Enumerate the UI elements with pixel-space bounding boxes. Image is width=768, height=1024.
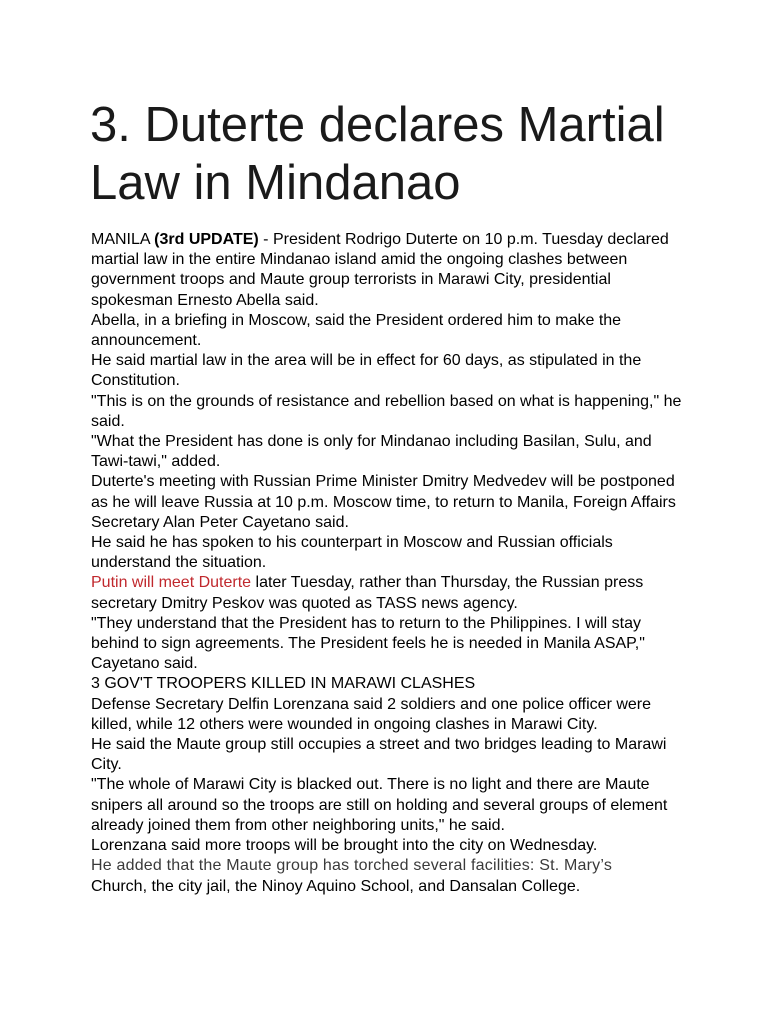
paragraph-russian-officials: He said he has spoken to his counterpart in Moscow and Russian officials understand the situation. — [91, 534, 613, 572]
article-body — [91, 230, 691, 897]
paragraph-grounds: "This is on the grounds of resistance and rebellion based on what is happening," he said. — [91, 392, 682, 430]
paragraph-casualties: Defense Secretary Delfin Lorenzana said 2 soldiers and one police officer were killed, while 12 others were wounded in ongoing clashes in Marawi City. — [91, 695, 652, 733]
torched-line-1: He added that the Maute group has torched several facilities: St. Mary’s — [91, 857, 613, 875]
paragraph-abella-briefing: Abella, in a briefing in Moscow, said the President ordered him to make the announcement. — [91, 311, 622, 350]
paragraph-blackout-quote: "The whole of Marawi City is blacked out. There is no light and there are Maute snipers all around so the troops are still on holding and several groups of element already joined them from other neighboring units," he said. — [91, 776, 668, 834]
lead-paragraph — [91, 230, 691, 311]
paragraph-more-troops: Lorenzana said more troops will be brought into the city on Wednesday. — [91, 837, 598, 855]
paragraph-medvedev-meeting: Duterte's meeting with Russian Prime Minister Dmitry Medvedev will be postponed as he will leave Russia at 10 p.m. Moscow time, to return to Manila, Foreign Affairs Secretary Alan Peter Cayetano said. — [91, 473, 676, 531]
paragraph-maute-occupation: He said the Maute group still occupies a street and two bridges leading to Marawi City. — [91, 736, 667, 774]
update-tag: (3rd UPDATE) — [154, 231, 259, 248]
dateline: MANILA — [91, 231, 155, 248]
paragraph-mindanao-scope: "What the President has done is only for Mindanao including Basilan, Sulu, and Tawi-tawi," added. — [91, 433, 652, 471]
torched-line-2: Church, the city jail, the Ninoy Aquino School, and Dansalan College. — [91, 877, 581, 895]
paragraph-torched-facilities — [91, 856, 691, 896]
paragraph-sixty-days: He said martial law in the area will be in effect for 60 days, as stipulated in the Constitution. — [91, 352, 642, 390]
paragraph-putin — [91, 573, 691, 613]
subheading-troopers-killed: 3 GOV'T TROOPERS KILLED IN MARAWI CLASHES — [91, 675, 476, 693]
lead-text: - President Rodrigo Duterte on 10 p.m. Tuesday declared martial law in the entire Mindanao island amid the ongoing clashes between government troops and Maute group terrorists in Marawi City, presidential spokesman Ernesto Abella said. — [91, 231, 669, 309]
putin-text: later Tuesday, rather than Thursday, the Russian press secretary Dmitry Peskov was quoted as TASS news agency. — [91, 574, 644, 612]
putin-link[interactable]: Putin will meet Duterte — [91, 574, 252, 592]
paragraph-cayetano-quote: "They understand that the President has to return to the Philippines. I will stay behind to sign agreements. The President feels he is needed in Manila ASAP," Cayetano said. — [91, 614, 645, 673]
article-title: 3. Duterte declares Martial Law in Mindanao — [90, 98, 665, 210]
